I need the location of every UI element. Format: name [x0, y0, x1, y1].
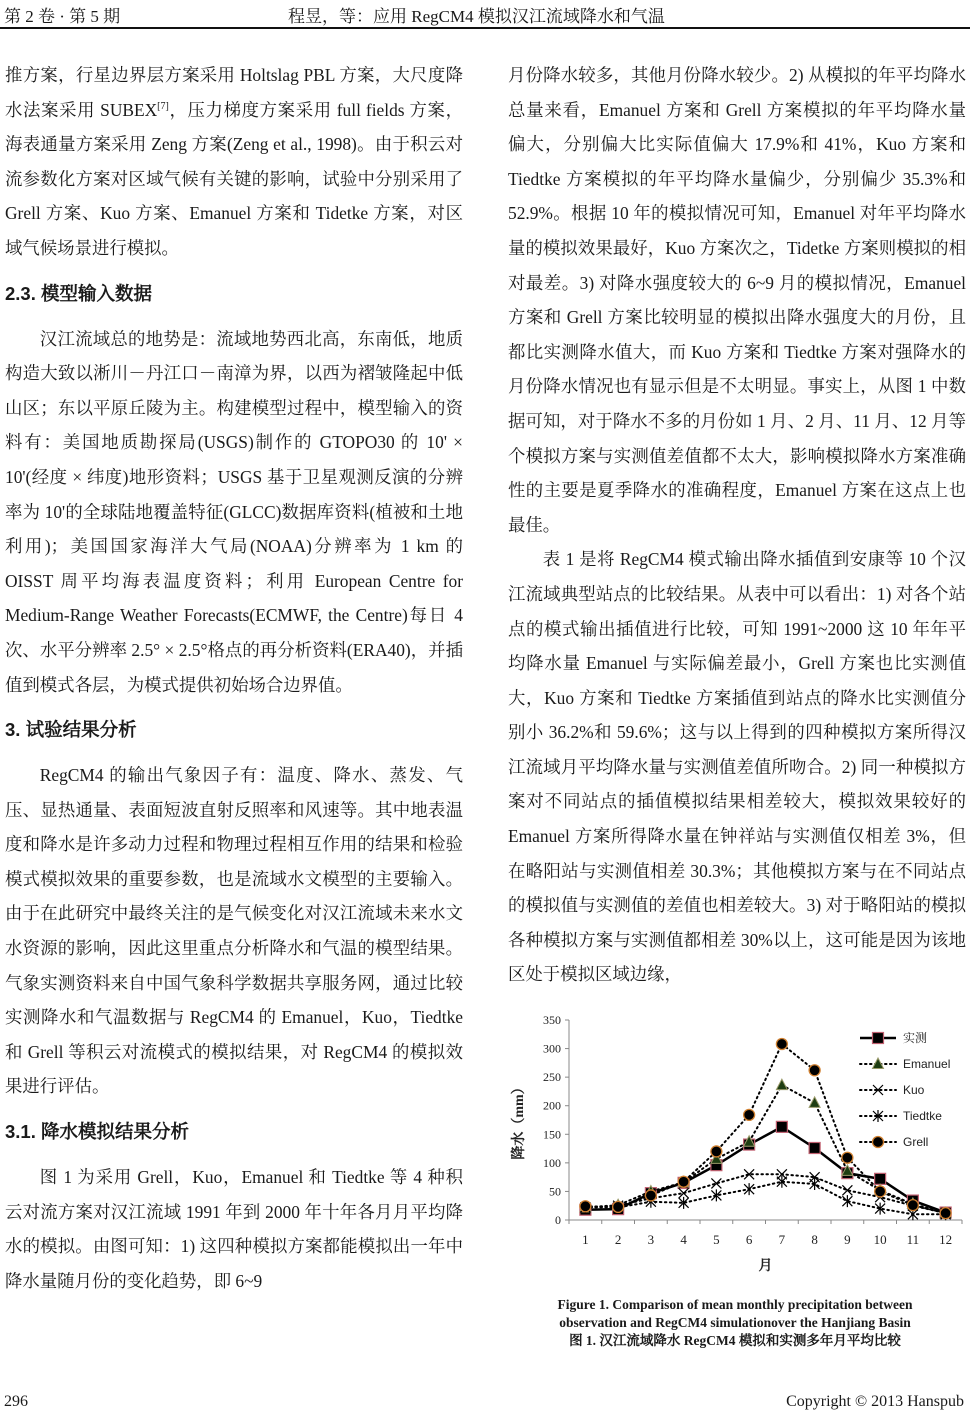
y-tick-label: 250 [543, 1070, 561, 1085]
y-tick-label: 0 [555, 1213, 561, 1227]
x-tick-label: 6 [745, 1232, 753, 1247]
paragraph: 月份降水较多，其他月份降水较少。2) 从模拟的年平均降水总量来看，Emanuel 方案和 Grell 方案模拟的年平均降水量偏大，分别偏大比实际值偏大 17.9%和 41%，Kuo 方案和 Tiedtke 方案模拟的年平均降水量偏少，分别偏少 35.3%和 52.9%。根据 10 年的模拟情况可知，Emanuel 对年平均降水量的模拟效果最好，Kuo 方案次之，Tidetke 方案则模拟的相对最差。3) 对降水强度较大的 6~9 月的模拟情况，Emanuel 方案和 Grell 方案比较明显的模拟出降水强度大的月份，且都比实测降水值大，而 Kuo 方案和 Tiedtke 方案对强降水的月份降水情况也有显示但是不太明显。事实上，从图 1 中数据可知，对于降水不多的月份如 1 月、2 月、11 月、12 月等个模拟方案与实测值差值都不太大，影响模拟降水方案准确性的主要是夏季降水的准确程度，Emanuel 方案在这点上也最佳。 [508, 65, 966, 535]
data-point [645, 1190, 656, 1201]
section-heading-3-1: 3.1. 降水模拟结果分析 [5, 1121, 189, 1143]
legend-label: Emanuel [903, 1057, 951, 1071]
paragraph: 推方案，行星边界层方案采用 Holtslag PBL 方案，大尺度降水法案采用 SUBEX[7]，压力梯度方案采用 full fields 方案，海表通量方案采用 Zeng 方案(Zeng et al., 1998)。由于积云对流参数化方案对区域气候有关键的影响，试验中分别采用了 Grell 方案、Kuo 方案、Emanuel 方案和 Tidetke 方案，对区域气候场景进行模拟。 [5, 65, 463, 258]
data-point [842, 1195, 852, 1207]
legend-item [860, 1057, 950, 1071]
paragraph: 图 1 为采用 Grell，Kuo，Emanuel 和 Tiedtke 等 4 种积云对流方案对汉江流域 1991 年到 2000 年十年各月月平均降水的模拟。由图可知：1) 这四种模拟方案都能模拟出一年中降水量随月份的变化趋势，即 6~9 [5, 1167, 463, 1291]
data-point [744, 1183, 754, 1195]
y-tick-label: 350 [543, 1013, 561, 1027]
data-point [810, 1178, 820, 1190]
data-point [776, 1039, 787, 1050]
x-axis-label: 月 [758, 1259, 773, 1274]
legend-label: 实测 [903, 1031, 928, 1045]
x-tick-label: 4 [680, 1232, 687, 1247]
legend-item [860, 1083, 925, 1097]
x-tick-label: 12 [939, 1232, 953, 1247]
data-point [842, 1152, 853, 1163]
x-tick-label: 9 [844, 1232, 851, 1247]
section-heading-3: 3. 试验结果分析 [5, 719, 137, 741]
right-column [508, 58, 966, 992]
x-tick-label: 2 [614, 1232, 622, 1247]
series-kuo [580, 1169, 950, 1218]
x-tick-label: 3 [647, 1232, 655, 1247]
data-point [678, 1176, 689, 1187]
copyright: Copyright © 2013 Hanspub [786, 1393, 964, 1410]
legend-label: Kuo [903, 1083, 925, 1097]
y-axis-label: 降水（mm） [512, 1080, 527, 1160]
x-tick-label: 10 [873, 1232, 887, 1247]
data-point [711, 1146, 722, 1157]
running-header [0, 0, 970, 29]
legend-item [860, 1135, 928, 1149]
data-point [809, 1065, 820, 1076]
legend-item [860, 1031, 927, 1045]
legend-item [860, 1109, 942, 1123]
legend-marker [873, 1033, 884, 1044]
journal-volume-issue: 第 2 卷 · 第 5 期 [4, 7, 121, 26]
running-title: 程昱，等：应用 RegCM4 模拟汉江流域降水和气温 [288, 7, 665, 26]
data-point [580, 1201, 591, 1212]
left-column [5, 58, 463, 1298]
data-point [875, 1173, 886, 1184]
series-line [585, 1085, 945, 1213]
data-point [875, 1186, 886, 1197]
data-point [907, 1200, 918, 1211]
section-heading-2-3: 2.3. 模型输入数据 [5, 282, 152, 304]
series-grell [580, 1039, 951, 1219]
caption-en-line-2: observation and RegCM4 simulationover the Hanjiang Basin [559, 1315, 911, 1330]
series-line [585, 1174, 945, 1213]
y-tick-label: 50 [549, 1184, 561, 1199]
data-point [809, 1143, 820, 1154]
x-tick-label: 11 [906, 1232, 920, 1247]
chart-svg [505, 1008, 970, 1293]
y-tick-label: 100 [543, 1155, 561, 1170]
precipitation-chart [505, 1008, 970, 1293]
paragraph: 表 1 是将 RegCM4 模式输出降水插值到安康等 10 个汉江流域典型站点的比较结果。从表中可以看出：1) 对各个站点的模式输出插值进行比较，可知 1991~2000 这 10 年年平均降水量 Emanuel 与实际偏差最小，Grell 方案也比实测值大，Kuo 方案和 Tiedtke 方案插值到站点的降水比实测值分别小 36.2%和 59.6%；这与以上得到的四种模拟方案所得汉江流域月平均降水量与实测值差值所吻合。2) 同一种模拟方案对不同站点的插值模拟结果相差较大，模拟效果较好的 Emanuel 方案所得降水量在钟祥站与实测值仅相差 3%，但在略阳站与实测值相差 30.3%；其他模拟方案与在不同站点的模拟值与实测值的差值也相差较大。3) 对于略阳站的模拟各种模拟方案与实测值都相差 30%以上，这可能是因为该地区处于模拟区域边缘， [508, 549, 966, 985]
citation-link[interactable]: [7] [157, 100, 169, 112]
y-tick-label: 200 [543, 1098, 561, 1113]
legend-marker [873, 1137, 884, 1148]
legend-label: Grell [903, 1135, 929, 1149]
figure-caption [500, 1296, 970, 1350]
chart-legend [860, 1031, 950, 1149]
y-tick-label: 300 [543, 1041, 561, 1056]
x-tick-label: 1 [582, 1232, 589, 1247]
page-number: 296 [4, 1393, 28, 1410]
legend-label: Tiedtke [903, 1109, 942, 1123]
x-tick-label: 5 [713, 1232, 720, 1247]
y-tick-label: 150 [543, 1127, 561, 1142]
caption-zh: 图 1. 汉江流域降水 RegCM4 模拟和实测多年月平均比较 [569, 1333, 901, 1348]
series-emanuel [580, 1079, 951, 1218]
paragraph: 汉江流域总的地势是：流域地势西北高，东南低，地质构造大致以淅川－丹江口－南漳为界，以西为褶皱隆起中低山区；东以平原丘陵为主。构建模型过程中，模型输入的资料有：美国地质勘探局(USGS)制作的 GTOPO30 的 10' × 10'(经度 × 纬度)地形资料；USGS 基于卫星观测反演的分辨率为 10'的全球陆地覆盖特征(GLCC)数据库资料(植被和土地利用)；美国国家海洋大气局(NOAA)分辨率为 1 km 的 OISST 周平均海表温度资料；利用 European Centre for Medium-Range Weather Forecasts(ECMWF, the Centre)每日 4 次、水平分辨率 2.5° × 2.5°格点的再分析资料(ERA40)，并插值到模式各层，为模式提供初始场合边界值。 [5, 328, 463, 695]
data-point [744, 1109, 755, 1120]
paragraph: RegCM4 的输出气象因子有：温度、降水、蒸发、气压、显热通量、表面短波直射反照率和风速等。其中地表温度和降水是许多动力过程和物理过程相互作用的结果和检验模式模拟效果的重要参数，也是流域水文模型的主要输入。由于在此研究中最终关注的是气候变化对汉江流域未来水文水资源的影响，因此这里重点分析降水和气温的模型结果。气象实测资料来自中国气象科学数据共享服务网，通过比较实测降水和气温数据与 RegCM4 的 Emanuel，Kuo，Tiedtke 和 Grell 等积云对流模式的模拟结果，对 RegCM4 的模拟效果进行评估。 [5, 765, 463, 1097]
data-point [776, 1079, 787, 1090]
caption-en-line-1: Figure 1. Comparison of mean monthly precipitation between [557, 1297, 913, 1312]
data-point [613, 1201, 624, 1212]
x-tick-label: 7 [778, 1232, 786, 1247]
x-tick-label: 8 [811, 1232, 818, 1247]
data-point [809, 1097, 820, 1108]
data-point [776, 1121, 787, 1132]
data-point [940, 1208, 951, 1219]
